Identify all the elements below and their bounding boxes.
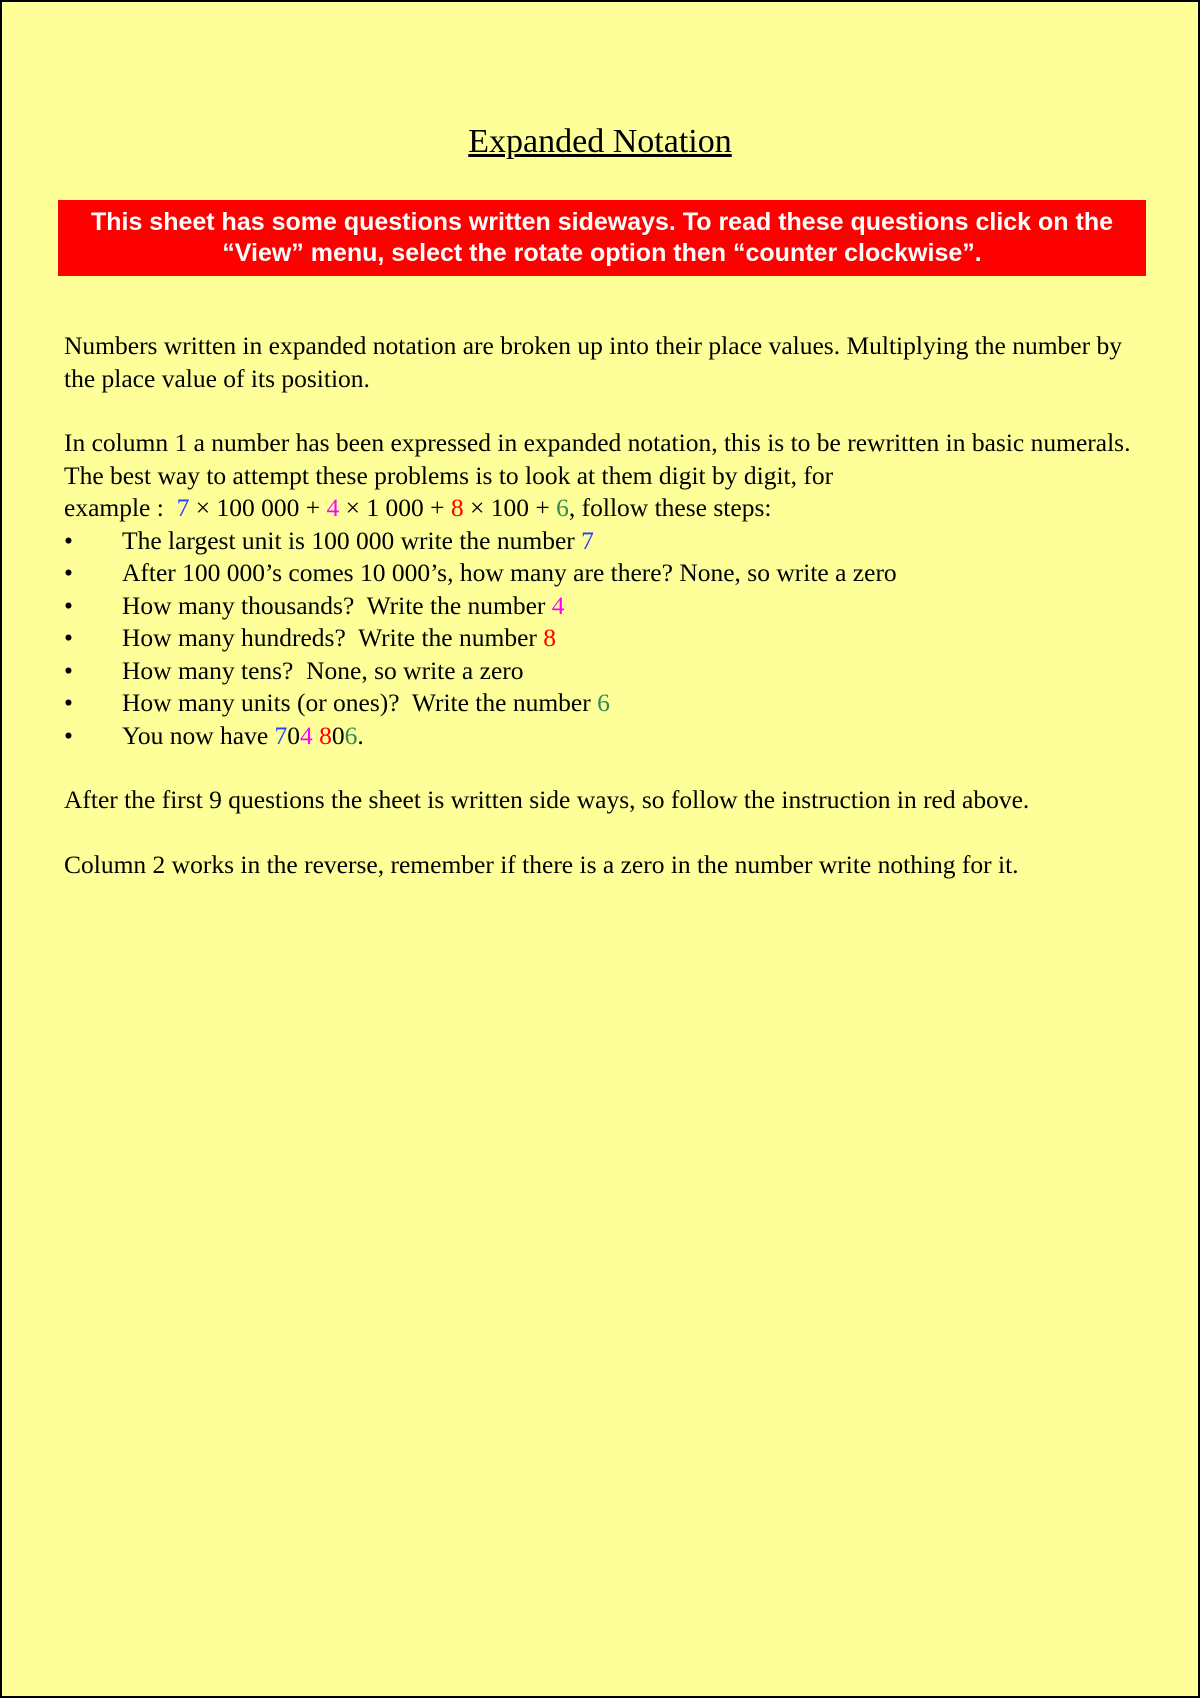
example-term: × 1 000 + <box>339 493 451 522</box>
steps-list <box>64 525 1144 753</box>
result-digit: 4 <box>300 720 313 750</box>
list-item <box>64 687 1144 720</box>
example-digit-8: 8 <box>450 493 464 522</box>
step-text: After 100 000’s comes 10 000’s, how many are there? None, so write a zero <box>122 558 897 587</box>
column2-note: Column 2 works in the reverse, remember if there is a zero in the number write nothing for it. <box>64 849 1019 879</box>
paragraph-spacer <box>64 395 1144 427</box>
list-item <box>64 525 1144 558</box>
step-text: You now have <box>122 720 275 750</box>
example-term: × 100 + <box>463 493 557 522</box>
column1-lead: In column 1 a number has been expressed in expanded notation, this is to be rewritten in basic numerals. The best way to attempt these problems is to look at them digit by digit, for <box>64 428 1131 490</box>
list-item <box>64 557 1144 590</box>
step-text: How many thousands? Write the number <box>122 590 552 620</box>
result-digit: 6 <box>344 720 358 750</box>
step-text: How many units (or ones)? Write the number <box>122 688 598 717</box>
paragraph-spacer <box>64 817 1144 849</box>
bullet-icon: • <box>64 558 73 587</box>
step-digit: 7 <box>581 525 594 555</box>
list-item <box>64 655 1144 688</box>
result-end: . <box>357 720 364 750</box>
result-digit: 0 <box>287 720 301 750</box>
sideways-note: After the first 9 questions the sheet is written side ways, so follow the instruction in red above. <box>64 785 1030 814</box>
bullet-icon: • <box>64 590 73 620</box>
step-text: The largest unit is 100 000 write the number <box>122 525 582 555</box>
step-text: How many hundreds? Write the number <box>122 623 544 652</box>
step-digit: 8 <box>543 623 557 652</box>
bullet-icon: • <box>64 623 73 652</box>
list-item <box>64 590 1144 623</box>
step-text: How many tens? None, so write a zero <box>122 655 524 685</box>
result-digit: 0 <box>331 720 345 750</box>
bullet-icon: • <box>64 720 73 750</box>
paragraph-spacer <box>64 752 1144 784</box>
step-digit: 4 <box>551 590 565 620</box>
step-digit: 6 <box>597 688 610 717</box>
list-item <box>64 622 1144 655</box>
instruction-banner: This sheet has some questions written sideways. To read these questions click on the “View” menu, select the rotate option then “counter clockwise”. <box>58 200 1146 276</box>
example-prefix: example : <box>64 493 177 522</box>
intro-paragraph: Numbers written in expanded notation are broken up into their place values. Multiplying the number by the place value of its position. <box>64 331 1122 393</box>
example-digit-4: 4 <box>326 493 340 522</box>
bullet-icon: • <box>64 655 73 685</box>
example-suffix: , follow these steps: <box>568 493 772 522</box>
example-term: × 100 000 + <box>189 493 327 522</box>
instructions-body <box>64 330 1144 881</box>
bullet-icon: • <box>64 525 73 555</box>
page-title: Expanded Notation <box>468 123 732 160</box>
result-digit: 7 <box>274 720 288 750</box>
example-digit-6: 6 <box>556 493 569 522</box>
example-digit-7: 7 <box>176 493 190 522</box>
result-digit: 8 <box>319 720 332 750</box>
column1-paragraph <box>64 427 1144 525</box>
bullet-icon: • <box>64 688 73 717</box>
list-item <box>64 720 1144 753</box>
